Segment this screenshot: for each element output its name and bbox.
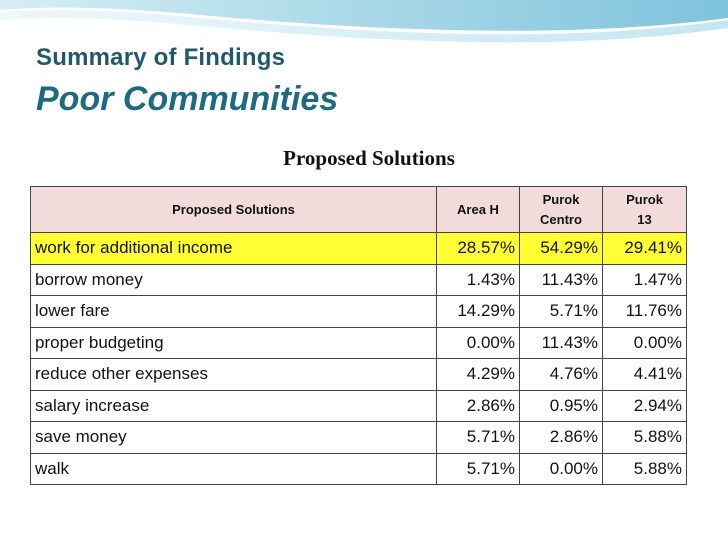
cell-purok-centro: 0.95%	[520, 390, 603, 422]
header-purok-centro-line2: Centro	[540, 211, 582, 227]
header-purok-13-line1: Purok	[626, 191, 663, 207]
cell-area-h: 28.57%	[437, 233, 520, 265]
cell-area-h: 2.86%	[437, 390, 520, 422]
table-row	[31, 390, 687, 422]
cell-purok-13: 4.41%	[603, 359, 687, 391]
row-label: salary increase	[31, 390, 437, 422]
row-label: borrow money	[31, 264, 437, 296]
slide-title: Summary of Findings	[36, 44, 286, 71]
cell-purok-13: 5.88%	[603, 453, 687, 485]
cell-area-h: 1.43%	[437, 264, 520, 296]
cell-purok-13: 11.76%	[603, 296, 687, 328]
table-row	[31, 264, 687, 296]
row-label: lower fare	[31, 296, 437, 328]
cell-purok-13: 1.47%	[603, 264, 687, 296]
header-purok-centro-line1: Purok	[542, 191, 580, 207]
table-row	[31, 359, 687, 391]
slide-subtitle: Poor Communities	[36, 80, 339, 118]
cell-area-h: 4.29%	[437, 359, 520, 391]
table-row	[31, 422, 687, 454]
cell-purok-centro: 0.00%	[520, 453, 603, 485]
row-label: proper budgeting	[31, 327, 437, 359]
row-label: walk	[31, 453, 437, 485]
solutions-table	[30, 186, 687, 485]
table-header-row	[31, 187, 687, 233]
table-row	[31, 233, 687, 265]
table-row	[31, 453, 687, 485]
cell-area-h: 5.71%	[437, 453, 520, 485]
cell-purok-centro: 4.76%	[520, 359, 603, 391]
row-label: work for additional income	[31, 233, 437, 265]
row-label: save money	[31, 422, 437, 454]
cell-purok-13: 0.00%	[603, 327, 687, 359]
cell-purok-centro: 2.86%	[520, 422, 603, 454]
table-title: Proposed Solutions	[283, 146, 455, 170]
cell-purok-centro: 11.43%	[520, 264, 603, 296]
table-row	[31, 327, 687, 359]
header-purok-13	[603, 187, 687, 233]
cell-purok-centro: 54.29%	[520, 233, 603, 265]
cell-purok-centro: 5.71%	[520, 296, 603, 328]
cell-purok-13: 2.94%	[603, 390, 687, 422]
header-purok-13-line2: 13	[637, 211, 652, 227]
cell-purok-13: 29.41%	[603, 233, 687, 265]
cell-purok-centro: 11.43%	[520, 327, 603, 359]
cell-area-h: 0.00%	[437, 327, 520, 359]
row-label: reduce other expenses	[31, 359, 437, 391]
cell-purok-13: 5.88%	[603, 422, 687, 454]
cell-area-h: 14.29%	[437, 296, 520, 328]
header-purok-centro	[520, 187, 603, 233]
cell-area-h: 5.71%	[437, 422, 520, 454]
header-area-h: Area H	[437, 187, 520, 233]
header-proposed-solutions: Proposed Solutions	[31, 187, 437, 233]
table-row	[31, 296, 687, 328]
